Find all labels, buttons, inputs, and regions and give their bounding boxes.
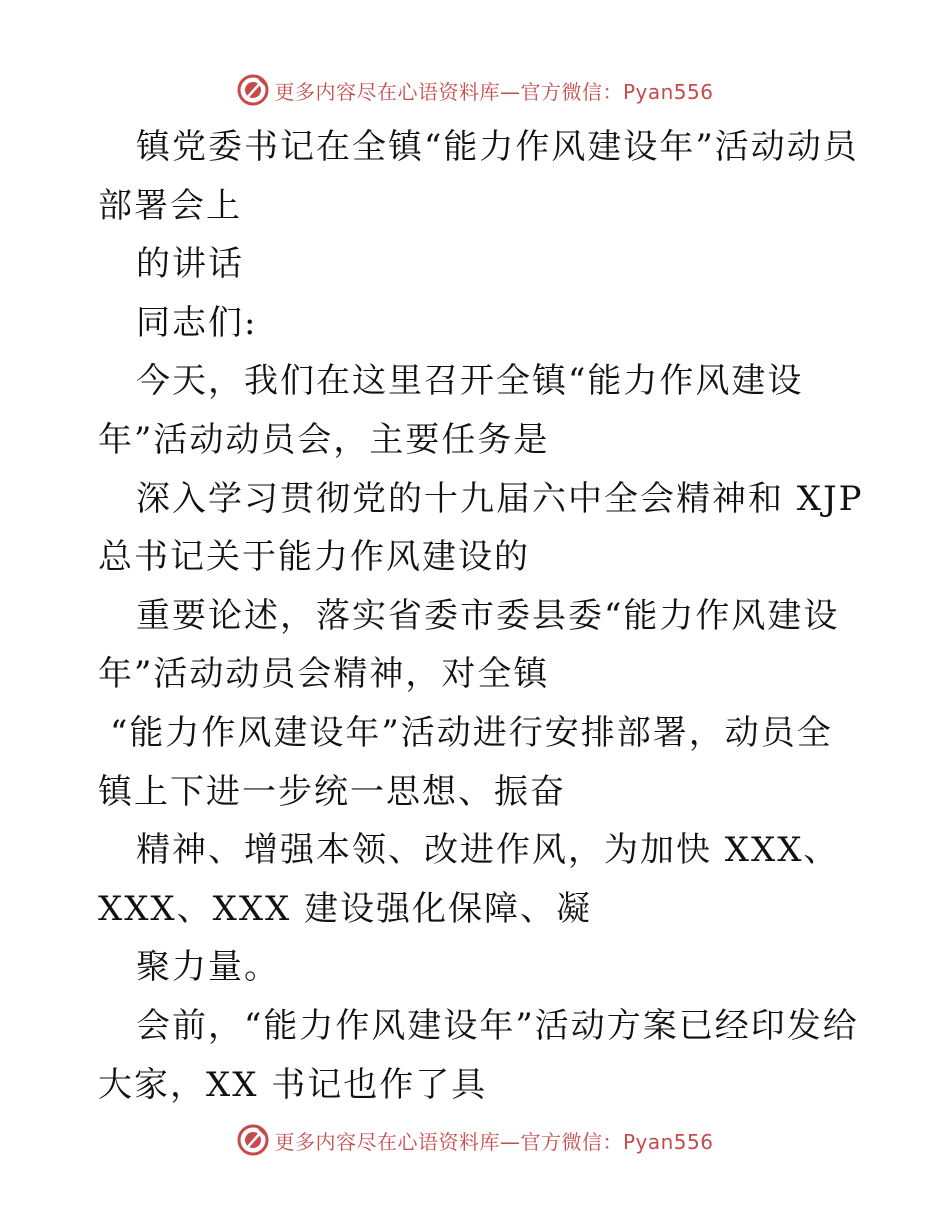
footer-watermark-banner (0, 1120, 950, 1160)
document-body (98, 118, 864, 1114)
doc-line: 镇上下进一步统一思想、振奋 (98, 771, 566, 812)
doc-line: 深入学习贯彻党的十九届六中全会精神和 XJP (136, 478, 864, 519)
header-watermark-banner (0, 70, 950, 110)
doc-line: 重要论述，落实省委市委县委“能力作风建设 (136, 595, 840, 636)
header-watermark-text: 更多内容尽在心语资料库—官方微信：Pyan556 (274, 79, 714, 104)
doc-line: 会前，“能力作风建设年”活动方案已经印发给 (136, 1005, 859, 1046)
doc-line: 大家，XX 书记也作了具 (98, 1064, 488, 1105)
doc-line: 部署会上 (98, 185, 242, 226)
doc-line: 同志们: (136, 302, 258, 343)
doc-line: 总书记关于能力作风建设的 (98, 537, 530, 578)
doc-line: XXX、XXX 建设强化保障、凝 (98, 888, 593, 929)
doc-line: 年”活动动员会精神，对全镇 (98, 654, 550, 695)
doc-line: 精神、增强本领、改进作风，为加快 XXX、 (136, 830, 840, 871)
footer-watermark-text: 更多内容尽在心语资料库—官方微信：Pyan556 (274, 1129, 714, 1154)
doc-line: 年”活动动员会，主要任务是 (98, 419, 550, 460)
doc-line: 今天，我们在这里召开全镇“能力作风建设 (136, 361, 804, 402)
doc-line: 镇党委书记在全镇“能力作风建设年”活动动员 (136, 127, 859, 167)
red-pen-seal-logo-icon (236, 1123, 270, 1157)
doc-line: 的讲话 (136, 244, 244, 285)
doc-line: “能力作风建设年”活动进行安排部署，动员全 (110, 712, 833, 753)
red-pen-seal-logo-icon (236, 73, 270, 107)
doc-line: 聚力量。 (136, 947, 280, 988)
